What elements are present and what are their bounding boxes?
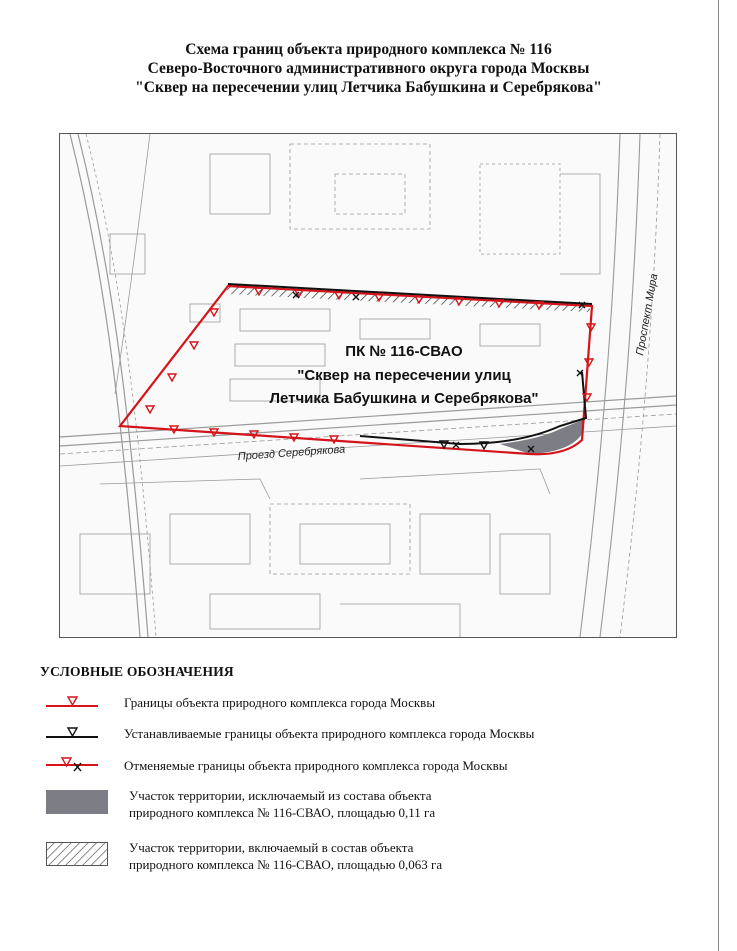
legend-included-line-2: природного комплекса № 116-СВАО, площадью 0,063 га <box>129 857 443 872</box>
legend-title: УСЛОВНЫЕ ОБОЗНАЧЕНИЯ <box>40 664 234 679</box>
object-label <box>269 343 538 407</box>
legend-label-excluded <box>129 787 435 821</box>
legend-label-established: Устанавливаемые границы объекта природного комплекса города Москвы <box>124 726 535 741</box>
cancelled-boundary-line-icon <box>44 757 100 773</box>
legend-excluded-line-1: Участок территории, исключаемый из состава объекта <box>129 788 432 803</box>
grey-area-swatch-icon <box>46 790 108 814</box>
red-boundary-line-icon <box>44 695 100 709</box>
legend-excluded-line-2: природного комплекса № 116-СВАО, площадью 0,11 га <box>129 805 436 820</box>
page-title <box>0 40 737 97</box>
object-label-line-3: Летчика Бабушкина и Серебрякова" <box>269 390 539 407</box>
title-line-1: Схема границ объекта природного комплекса № 116 <box>185 41 552 58</box>
object-label-line-1: ПК № 116-СВАО <box>345 343 463 360</box>
legend-label-included <box>129 839 442 873</box>
black-boundary-line-icon <box>44 726 100 740</box>
street-label-serebryakova: Проезд Серебрякова <box>237 443 346 463</box>
object-label-line-2: "Сквер на пересечении улиц <box>297 367 511 384</box>
map-svg <box>60 134 676 637</box>
page-edge-line <box>718 0 719 951</box>
title-line-2: Северо-Восточного административного округа города Москвы <box>147 60 590 77</box>
hatched-area-swatch-icon <box>46 842 108 866</box>
title-line-3: "Сквер на пересечении улиц Летчика Бабушкина и Серебрякова" <box>135 79 602 96</box>
legend-included-line-1: Участок территории, включаемый в состав объекта <box>129 840 414 855</box>
legend-label-boundary: Границы объекта природного комплекса города Москвы <box>124 695 436 710</box>
street-label-prospekt-mira: Проспект Мира <box>634 272 661 357</box>
boundary-map <box>59 133 677 638</box>
legend-label-cancelled: Отменяемые границы объекта природного комплекса города Москвы <box>124 758 508 773</box>
